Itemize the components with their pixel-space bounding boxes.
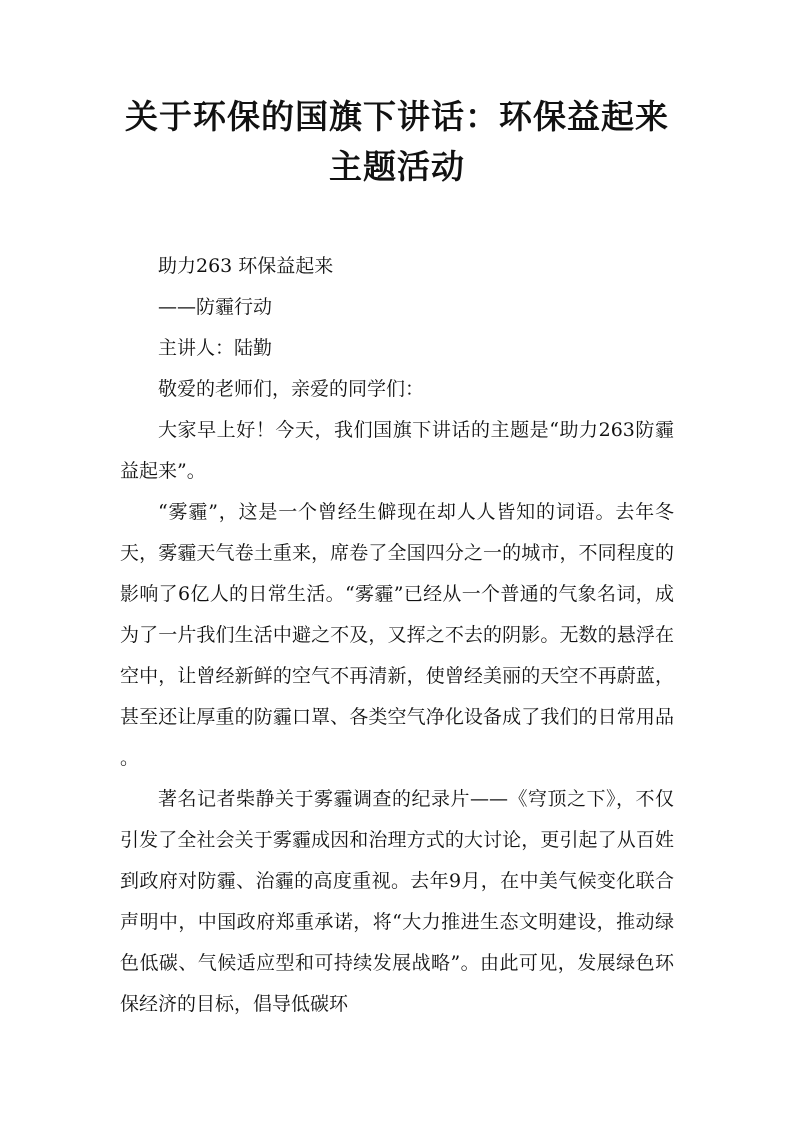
subtitle-line-1: 助力263 环保益起来 [158, 255, 334, 277]
paragraph-3: 著名记者柴静关于雾霾调查的纪录片——《穹顶之下》，不仅引发了全社会关于雾霾成因和治理方式的大讨论，更引起了从百姓到政府对防霾、治霾的高度重视。去年9月，在中美气候变化联合声明中，中国政府郑重承诺，将“大力推进生态文明建设，推动绿色低碳、气候适应型和可持续发展战略”。由此可见，发展绿色环保经济的目标，倡导低碳环 [120, 788, 674, 1015]
greeting-line: 敬爱的老师们，亲爱的同学们： [158, 378, 425, 400]
document-title: 关于环保的国旗下讲话：环保益起来主题活动 [125, 97, 669, 186]
paragraph-2: “雾霾”，这是一个曾经生僻现在却人人皆知的词语。去年冬天，雾霾天气卷土重来，席卷了全国四分之一的城市，不同程度的影响了6亿人的日常生活。“雾霾”已经从一个普通的气象名词，成为了一片我们生活中避之不及，又挥之不去的阴影。无数的悬浮在空中，让曾经新鲜的空气不再清新，使曾经美丽的天空不再蔚蓝，甚至还让厚重的防霾口罩、各类空气净化设备成了我们的日常用品 。 [120, 501, 674, 769]
speaker-line: 主讲人：陆勤 [158, 337, 273, 359]
paragraph-1: 大家早上好！今天，我们国旗下讲话的主题是“助力263防霾益起来”。 [120, 419, 674, 482]
subtitle-line-2: ——防霾行动 [158, 296, 273, 318]
